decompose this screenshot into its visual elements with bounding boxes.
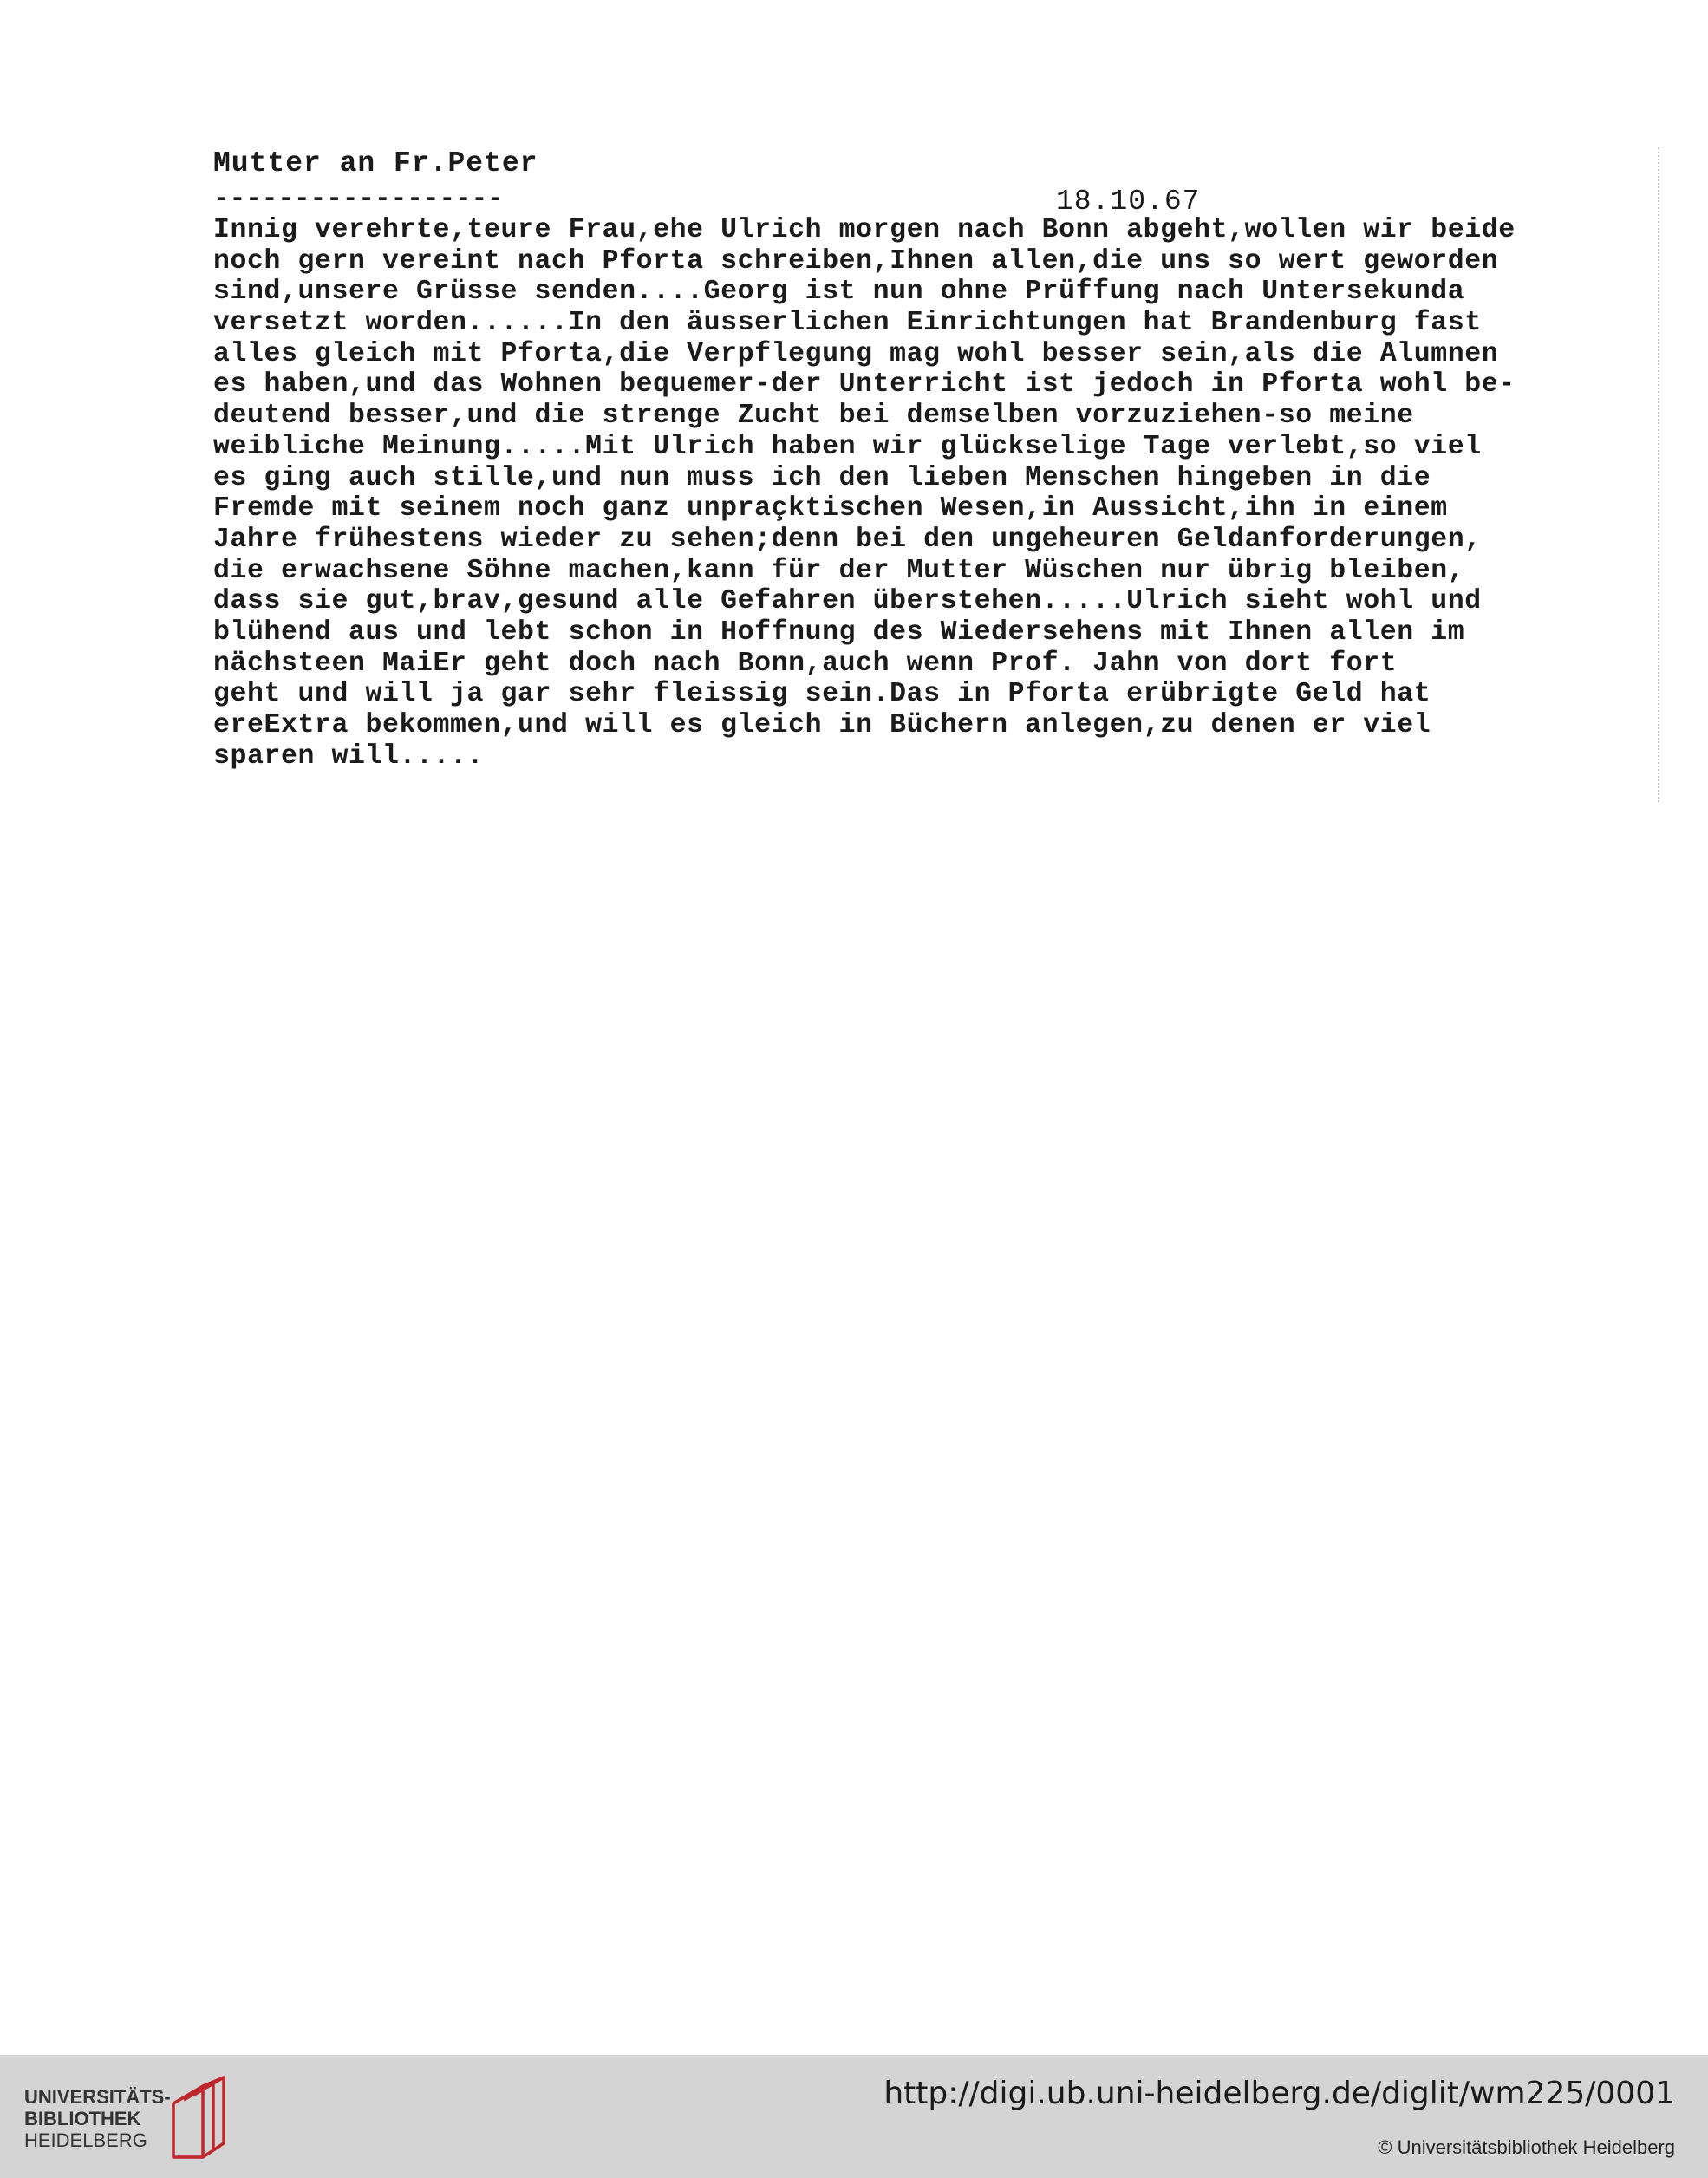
letter-line: weibliche Meinung.....Mit Ulrich haben wir glückselige Tage verlebt,so viel [213,431,1482,462]
letter-line: Innig verehrte,teure Frau,ehe Ulrich morgen nach Bonn abgeht,wollen wir beide [213,215,1516,245]
letter-heading: Mutter an Fr.Peter [213,147,538,179]
copyright-notice: © Universitätsbibliothek Heidelberg [1378,2136,1675,2158]
library-logo-icon [168,2074,238,2166]
letter-line: dass sie gut,brav,gesund alle Gefahren überstehen.....Ulrich sieht wohl und [213,586,1482,617]
scan-edge-marks [1658,147,1661,802]
heading-underline: ------------------ [213,184,504,214]
logo-line-1: UNIVERSITÄTS- [24,2086,171,2108]
permalink-url[interactable]: http://digi.ub.uni-heidelberg.de/diglit/wm225/0001 [883,2076,1675,2111]
letter-line: geht und will ja gar sehr fleissig sein.Das in Pforta erübrigte Geld hat [213,679,1431,710]
letter-date: 18.10.67 [1056,186,1201,218]
logo-line-3: HEIDELBERG [24,2129,147,2151]
letter-line: sind,unsere Grüsse senden....Georg ist nun ohne Prüffung nach Untersekunda [213,277,1465,308]
footer-bar [0,2055,1708,2178]
logo-line-2: BIBLIOTHEK [24,2108,141,2129]
letter-line: sparen will..... [213,740,485,772]
letter-line: deutend besser,und die strenge Zucht bei demselben vorzuziehen-so meine [213,401,1414,432]
letter-line: es haben,und das Wohnen bequemer-der Unterricht ist jedoch in Pforta wohl be- [213,369,1516,401]
letter-line: blühend aus und lebt schon in Hoffnung des Wiedersehens mit Ihnen allen im [213,616,1465,648]
letter-line: nächsteen MaiEr geht doch nach Bonn,auch wenn Prof. Jahn von dort fort [213,648,1398,679]
letter-line: alles gleich mit Pforta,die Verpflegung mag wohl besser sein,als die Alumnen [213,338,1499,369]
letter-line: Fremde mit seinem noch ganz unpraçktischen Wesen,in Aussicht,ihn in einem [213,493,1448,525]
library-logo-text [24,2086,171,2151]
letter-line: ereExtra bekommen,und will es gleich in Büchern anlegen,zu denen er viel [213,710,1431,740]
letter-line: es ging auch stille,und nun muss ich den lieben Menschen hingeben in die [213,462,1431,493]
letter-body [213,215,1635,772]
letter-line: die erwachsene Söhne machen,kann für der Mutter Wüschen nur übrig bleiben, [213,555,1465,586]
letter-line: noch gern vereint nach Pforta schreiben,Ihnen allen,die uns so wert geworden [213,245,1499,277]
letter-line: versetzt worden......In den äusserlichen Einrichtungen hat Brandenburg fast [213,308,1482,339]
letter-line: Jahre frühestens wieder zu sehen;denn bei den ungeheuren Geldanforderungen, [213,524,1482,555]
